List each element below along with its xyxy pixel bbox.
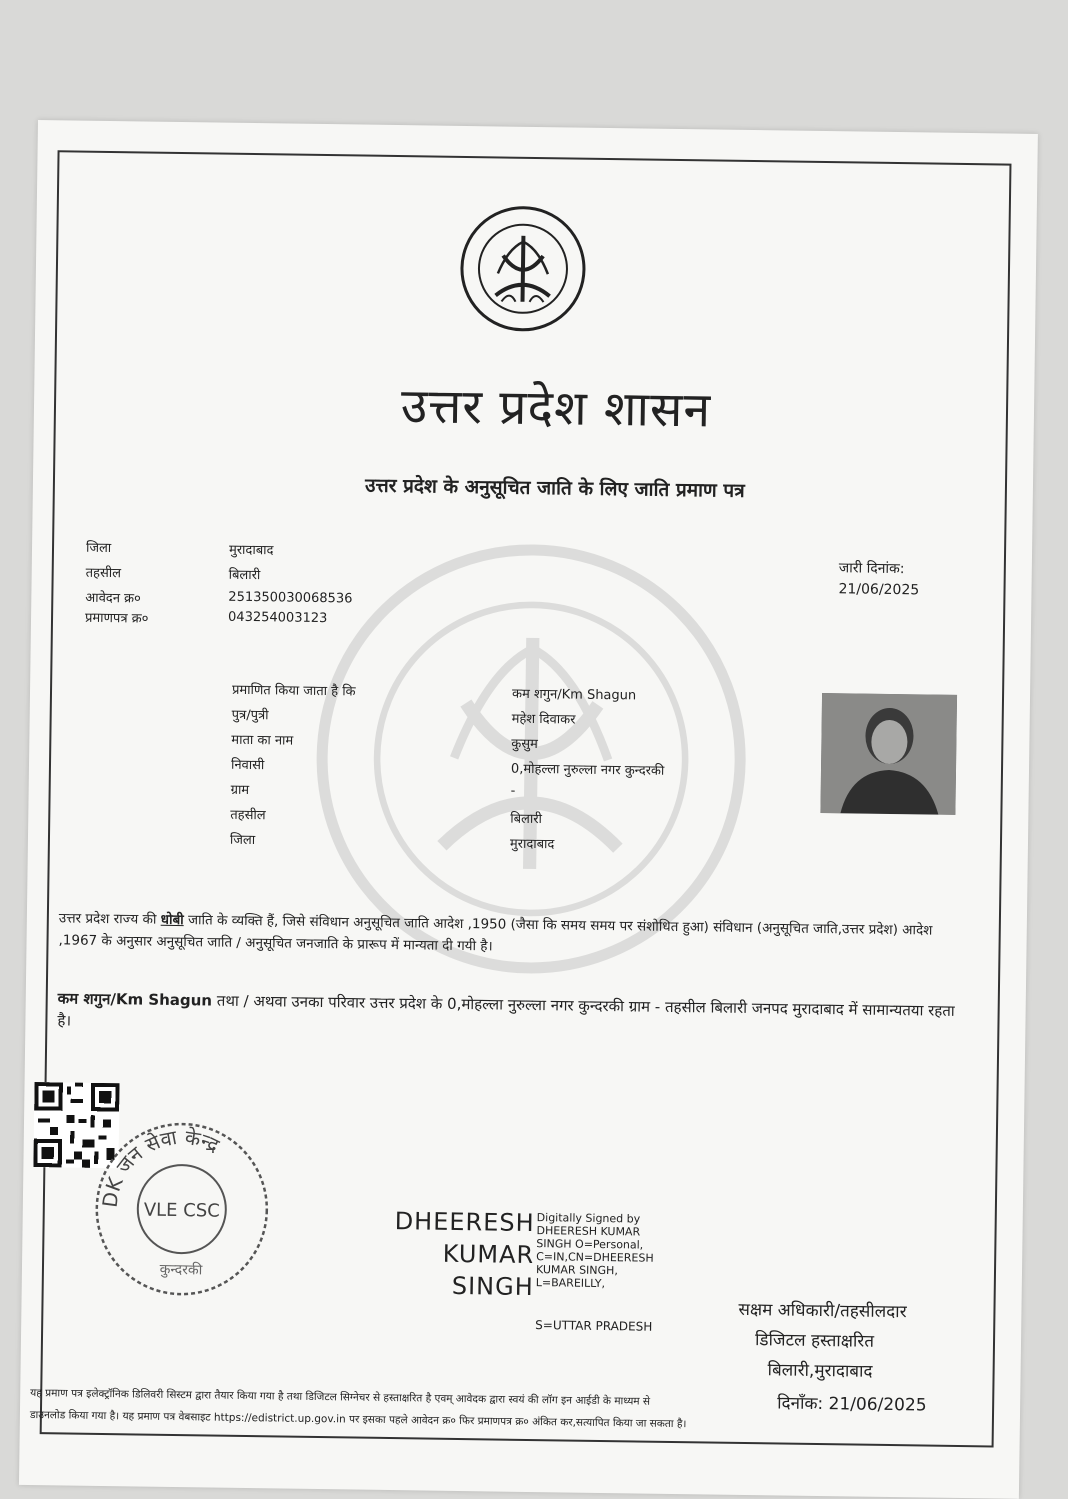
officer-location: बिलारी,मुरादाबाद: [767, 1360, 873, 1382]
issue-date-label: जारी दिनांक:: [838, 560, 905, 578]
detail-label: माता का नाम: [231, 732, 294, 749]
certificate-page: [19, 120, 1038, 1499]
digital-signature-line: L=BAREILLY,: [535, 1276, 606, 1291]
certificate-subtitle: उत्तर प्रदेश के अनुसूचित जाति के लिए जाति प्रमाण पत्र: [364, 474, 745, 502]
page-title: उत्तर प्रदेश शासन: [400, 378, 712, 439]
person-photo-icon: [820, 693, 957, 815]
digital-signature-details: [536, 1211, 655, 1291]
officer-date: दिनाँक: 21/06/2025: [777, 1393, 927, 1416]
applicant-photo: [820, 693, 957, 815]
digital-signature-line: DHEERESH KUMAR: [536, 1224, 641, 1239]
residence-paragraph: [57, 987, 958, 1044]
caste-name: धोबी: [160, 911, 184, 929]
tehsil-label: तहसील: [85, 565, 122, 582]
digital-signature-line: C=IN,CN=DHEERESH: [536, 1250, 654, 1265]
detail-value: -: [510, 783, 516, 799]
csc-stamp-icon: [85, 1113, 278, 1306]
detail-label: जिला: [229, 832, 256, 849]
footer-line: यह प्रमाण पत्र इलेक्ट्रॉनिक डिलिवरी सिस्टम द्वारा तैयार किया गया है तथा डिजिटल सिग्नेचर से हस्ताक्षरित है एवम् आवेदक द्वारा स्वयं की लॉग इन आईडी के माध्यम से: [30, 1387, 651, 1408]
district-label: जिला: [85, 540, 112, 557]
detail-label: ग्राम: [230, 782, 250, 799]
detail-label: प्रमाणित किया जाता है कि: [231, 682, 356, 700]
digital-signature-line: KUMAR SINGH,: [535, 1263, 618, 1278]
applicant-name: कम शगुन/Km Shagun: [57, 989, 213, 1010]
signature-state: S=UTTAR PRADESH: [535, 1318, 653, 1334]
stamp-bottom-text: कुन्दरकी: [159, 1261, 203, 1279]
certificate-number-value: 043254003123: [227, 609, 328, 627]
issue-date-value: 21/06/2025: [838, 581, 920, 599]
certificate-frame: [40, 150, 1012, 1447]
caste-paragraph-end: जाति के व्यक्ति हैं, जिसे संविधान अनुसूचित जाति आदेश ,1950 (जैसा कि समय समय पर संशोधित हुआ) संविधान (अनुसूचित जाति,उत्तर प्रदेश) आदेश ,1967 के अनुसार अनुसूचित जाति / अनुसूचित जनजाति के प्रारूप में मान्यता दी गयी है।: [58, 912, 933, 955]
stamp-center-text: VLE CSC: [143, 1199, 220, 1222]
signer-name-line1: DHEERESH: [394, 1207, 535, 1238]
detail-value: मुरादाबाद: [509, 836, 555, 853]
officer-designation: सक्षम अधिकारी/तहसीलदार: [738, 1299, 907, 1323]
detail-value: महेश दिवाकर: [511, 711, 576, 728]
detail-label: पुत्र/पुत्री: [231, 707, 269, 724]
caste-paragraph: [58, 907, 959, 964]
certificate-number-label: प्रमाणपत्र क्र०: [84, 610, 149, 627]
detail-value: बिलारी: [510, 811, 543, 828]
detail-value: कम शगुन/Km Shagun: [511, 686, 637, 704]
detail-value: 0,मोहल्ला नुरुल्ला नगर कुन्दरकी: [510, 761, 665, 779]
caste-paragraph-start: उत्तर प्रदेश राज्य की: [58, 910, 161, 928]
up-government-emblem-icon: [457, 203, 589, 335]
footer-line: डाउनलोड किया गया है। यह प्रमाण पत्र वेबसाइट https://edistrict.up.gov.in पर इसका पहले आवेदन क्र० फिर प्रमाणपत्र क्र० अंकित कर,सत्यापित किया जा सकता है।: [29, 1409, 687, 1431]
digital-signature-line: Digitally Signed by: [536, 1211, 641, 1226]
signer-name-line2: KUMAR: [442, 1239, 535, 1270]
signer-name-line3: SINGH: [451, 1271, 534, 1302]
tehsil-value: बिलारी: [228, 567, 261, 584]
officer-digital-signed: डिजिटल हस्ताक्षरित: [754, 1330, 875, 1352]
district-value: मुरादाबाद: [228, 542, 274, 559]
detail-label: निवासी: [230, 757, 265, 774]
application-number-label: आवेदन क्र०: [85, 590, 141, 607]
stamp-ring-text: DK जन सेवा केन्द्र: [97, 1124, 224, 1209]
detail-value: कुसुम: [511, 736, 538, 753]
digital-signature-line: SINGH O=Personal,: [536, 1237, 644, 1252]
detail-label: तहसील: [230, 807, 266, 824]
residence-text: तथा / अथवा उनका परिवार उत्तर प्रदेश के 0,मोहल्ला नुरुल्ला नगर कुन्दरकी ग्राम - तहसील बिलारी जनपद मुरादाबाद में सामान्यतया रहता है।: [57, 991, 955, 1030]
application-number-value: 251350030068536: [228, 589, 353, 607]
